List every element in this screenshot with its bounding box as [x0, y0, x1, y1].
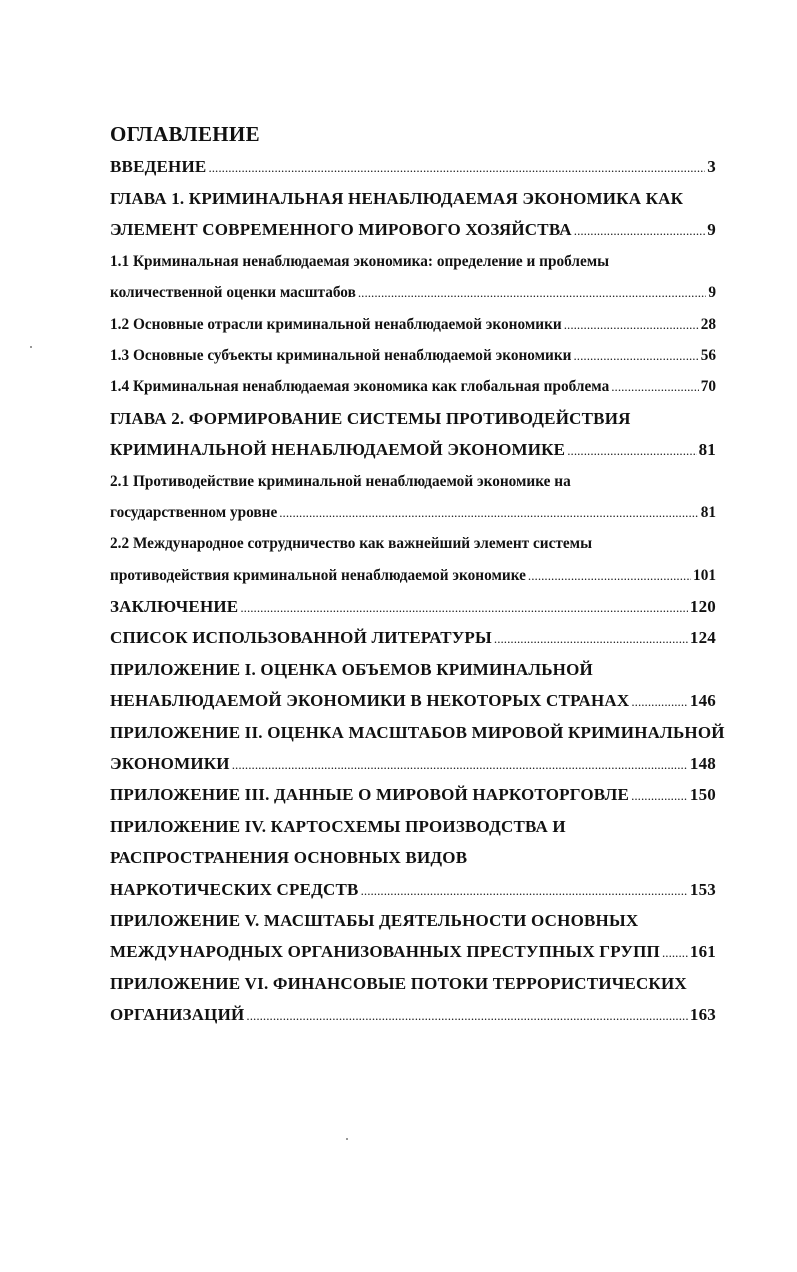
dot-leader	[564, 309, 699, 340]
toc-entry-line	[110, 999, 716, 1030]
toc-entry-line	[110, 371, 716, 402]
toc-page-number: 146	[689, 691, 716, 711]
toc-page-number: 9	[707, 220, 716, 240]
toc-entry-line	[110, 434, 716, 465]
toc-entry-line	[110, 150, 716, 183]
dot-leader	[567, 434, 696, 466]
toc-entry[interactable]	[110, 968, 716, 1031]
toc-entry-title: КРИМИНАЛЬНОЙ НЕНАБЛЮДАЕМОЙ ЭКОНОМИКЕ	[110, 440, 566, 460]
toc-entry-title: 2.1 Противодействие криминальной ненаблюдаемой экономике на	[110, 472, 571, 490]
toc-entry-line	[110, 811, 716, 842]
toc-entry[interactable]	[110, 717, 725, 780]
toc-entry-title: ПРИЛОЖЕНИЕ IV. КАРТОСХЕМЫ ПРОИЗВОДСТВА И	[110, 816, 566, 836]
toc-page-number: 56	[700, 346, 716, 364]
toc-entry-title: государственном уровне	[110, 503, 278, 521]
toc-entry-line	[110, 528, 716, 559]
toc-entry[interactable]	[110, 309, 716, 340]
toc-page-number: 3	[707, 157, 716, 176]
table-of-contents	[110, 150, 725, 1031]
toc-entry[interactable]	[110, 591, 716, 622]
dot-leader	[494, 622, 688, 654]
toc-page-number: 28	[700, 315, 716, 333]
toc-entry-title: 1.3 Основные субъекты криминальной ненаблюдаемой экономики	[110, 346, 572, 364]
dot-leader	[279, 497, 698, 528]
toc-entry-line	[110, 905, 716, 936]
toc-entry-title: 1.1 Криминальная ненаблюдаемая экономика: определение и проблемы	[110, 252, 610, 270]
toc-entry-title: ЭКОНОМИКИ	[110, 754, 230, 774]
toc-entry-title: СПИСОК ИСПОЛЬЗОВАННОЙ ЛИТЕРАТУРЫ	[110, 628, 492, 648]
toc-entry[interactable]	[110, 779, 716, 810]
toc-entry[interactable]	[110, 150, 716, 183]
dot-leader	[574, 214, 706, 246]
toc-entry[interactable]	[110, 905, 716, 968]
toc-entry-line	[110, 591, 716, 622]
toc-entry[interactable]	[110, 371, 716, 402]
dot-leader	[611, 371, 698, 402]
toc-heading: ОГЛАВЛЕНИЕ	[110, 122, 260, 146]
toc-entry[interactable]	[110, 466, 716, 529]
toc-entry-title: МЕЖДУНАРОДНЫХ ОРГАНИЗОВАННЫХ ПРЕСТУПНЫХ ГРУПП	[110, 942, 660, 962]
toc-entry-line	[110, 560, 716, 591]
toc-entry-title: ГЛАВА 1. КРИМИНАЛЬНАЯ НЕНАБЛЮДАЕМАЯ ЭКОНОМИКА КАК	[110, 189, 684, 208]
toc-entry-title: ПРИЛОЖЕНИЕ I. ОЦЕНКА ОБЪЕМОВ КРИМИНАЛЬНОЙ	[110, 659, 593, 679]
toc-page-number: 124	[689, 628, 716, 648]
toc-entry-line	[110, 277, 716, 308]
toc-entry[interactable]	[110, 403, 716, 466]
toc-entry-line	[110, 214, 716, 245]
toc-entry-line	[110, 497, 716, 528]
dot-leader	[631, 779, 688, 811]
toc-entry[interactable]	[110, 528, 716, 591]
scan-speck	[346, 1138, 348, 1140]
toc-entry-title: 1.2 Основные отрасли криминальной ненаблюдаемой экономики	[110, 315, 562, 333]
toc-page-number: 153	[689, 879, 716, 899]
toc-page-number: 120	[689, 597, 716, 617]
toc-entry-title: ПРИЛОЖЕНИЕ V. МАСШТАБЫ ДЕЯТЕЛЬНОСТИ ОСНОВНЫХ	[110, 910, 639, 930]
toc-page-number: 163	[689, 1005, 716, 1025]
dot-leader	[662, 936, 688, 968]
toc-page-number: 9	[708, 284, 716, 302]
toc-entry[interactable]	[110, 246, 716, 309]
toc-entry[interactable]	[110, 654, 716, 717]
toc-entry-title: 2.2 Международное сотрудничество как важнейший элемент системы	[110, 535, 593, 553]
toc-entry-title: НАРКОТИЧЕСКИХ СРЕДСТВ	[110, 879, 359, 899]
toc-page-number: 150	[689, 785, 716, 805]
toc-entry[interactable]	[110, 622, 716, 653]
toc-entry-title: ОРГАНИЗАЦИЙ	[110, 1005, 245, 1025]
toc-entry-line	[110, 622, 716, 653]
dot-leader	[232, 748, 688, 780]
scan-speck	[30, 346, 32, 348]
dot-leader	[246, 999, 687, 1031]
toc-page-number: 70	[700, 378, 716, 396]
toc-page-number: 81	[700, 503, 716, 521]
toc-entry-title: ГЛАВА 2. ФОРМИРОВАНИЕ СИСТЕМЫ ПРОТИВОДЕЙСТВИЯ	[110, 408, 631, 428]
toc-page-number: 148	[689, 754, 716, 774]
toc-entry-line	[110, 874, 716, 905]
toc-entry-title: ПРИЛОЖЕНИЕ VI. ФИНАНСОВЫЕ ПОТОКИ ТЕРРОРИСТИЧЕСКИХ	[110, 973, 687, 993]
toc-page-number: 161	[689, 942, 716, 962]
toc-entry-title: НЕНАБЛЮДАЕМОЙ ЭКОНОМИКИ В НЕКОТОРЫХ СТРАНАХ	[110, 691, 630, 711]
toc-entry-title: ВВЕДЕНИЕ	[110, 157, 207, 176]
toc-page-number: 81	[698, 440, 716, 460]
toc-entry-line	[110, 654, 716, 685]
toc-entry-line	[110, 685, 716, 716]
toc-entry[interactable]	[110, 340, 716, 371]
toc-entry-line	[110, 183, 716, 214]
dot-leader	[361, 874, 688, 906]
toc-entry-title: ЭЛЕМЕНТ СОВРЕМЕННОГО МИРОВОГО ХОЗЯЙСТВА	[110, 220, 572, 240]
toc-entry-line	[110, 340, 716, 371]
toc-entry-title: 1.4 Криминальная ненаблюдаемая экономика как глобальная проблема	[110, 378, 610, 396]
toc-entry-line	[110, 968, 716, 999]
toc-entry-line	[110, 717, 725, 748]
toc-entry-title: количественной оценки масштабов	[110, 284, 356, 302]
toc-entry-line	[110, 309, 716, 340]
dot-leader	[528, 560, 691, 591]
dot-leader	[631, 685, 688, 717]
toc-entry-title: ЗАКЛЮЧЕНИЕ	[110, 597, 239, 617]
toc-entry-line	[110, 748, 716, 779]
toc-entry-title: противодействия криминальной ненаблюдаемой экономике	[110, 566, 526, 584]
toc-entry[interactable]	[110, 811, 716, 905]
dot-leader	[574, 340, 699, 371]
toc-entry-line	[110, 779, 716, 810]
dot-leader	[208, 150, 705, 184]
toc-entry-title: РАСПРОСТРАНЕНИЯ ОСНОВНЫХ ВИДОВ	[110, 848, 468, 868]
toc-entry-line	[110, 936, 716, 967]
toc-entry-title: ПРИЛОЖЕНИЕ III. ДАННЫЕ О МИРОВОЙ НАРКОТОРГОВЛЕ	[110, 785, 630, 805]
toc-entry-title: ПРИЛОЖЕНИЕ II. ОЦЕНКА МАСШТАБОВ МИРОВОЙ КРИМИНАЛЬНОЙ	[110, 722, 725, 742]
toc-entry-line	[110, 842, 716, 873]
toc-entry[interactable]	[110, 183, 716, 246]
dot-leader	[358, 277, 707, 308]
toc-entry-line	[110, 466, 716, 497]
toc-entry-line	[110, 403, 716, 434]
toc-entry-line	[110, 246, 716, 277]
toc-page-number: 101	[693, 566, 716, 584]
dot-leader	[240, 591, 688, 623]
